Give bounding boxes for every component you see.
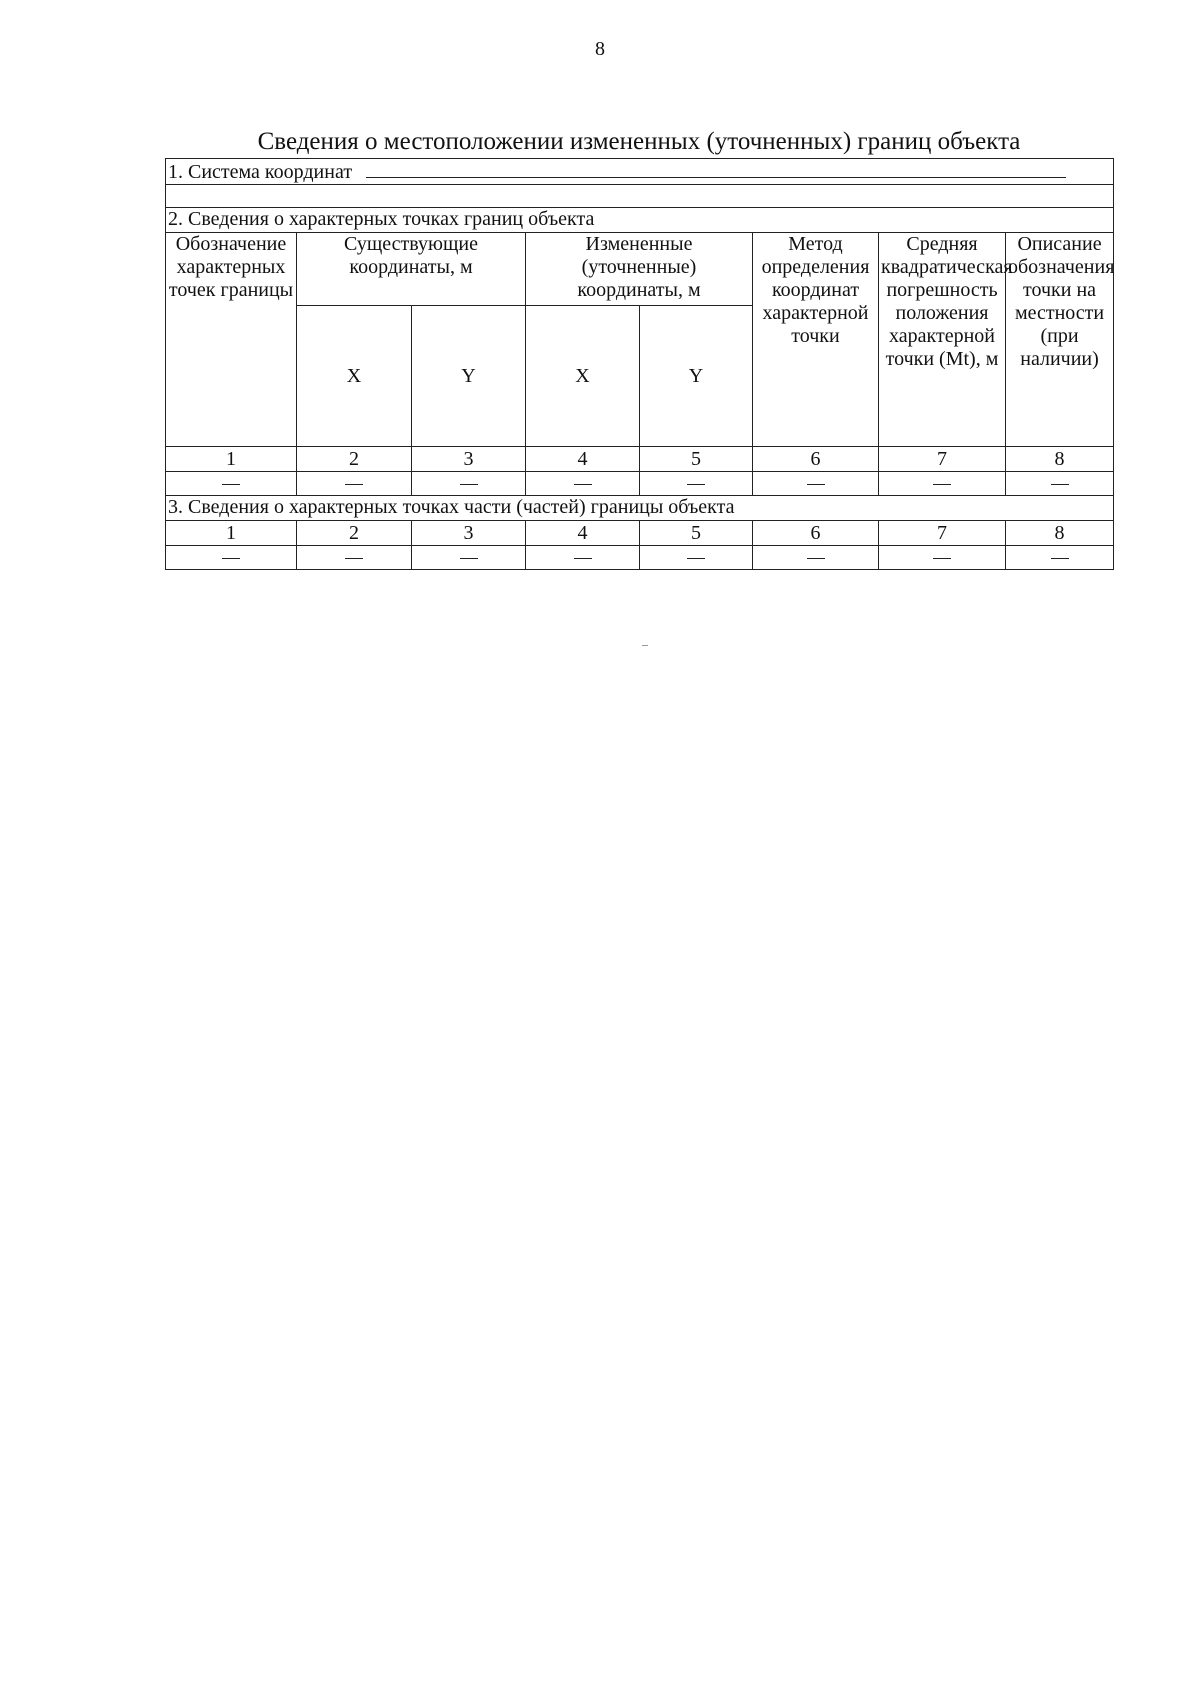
column-number: 4 xyxy=(526,521,640,546)
dash-mark xyxy=(807,484,825,485)
dash-mark xyxy=(687,558,705,559)
section2-data-row xyxy=(166,472,1114,496)
dash-mark xyxy=(574,484,592,485)
empty-value-cell[interactable] xyxy=(412,472,526,496)
column-number: 3 xyxy=(412,521,526,546)
header-existing-coordinates: Существующие координаты, м xyxy=(297,233,526,306)
column-number: 8 xyxy=(1006,447,1114,472)
document-title: Сведения о местоположении измененных (уточненных) границ объекта xyxy=(257,128,1021,155)
page-number: 8 xyxy=(595,38,605,60)
section3-data-row xyxy=(166,546,1114,570)
column-number: 3 xyxy=(412,447,526,472)
empty-value-cell[interactable] xyxy=(166,546,297,570)
dash-mark xyxy=(460,558,478,559)
empty-value-cell[interactable] xyxy=(753,546,879,570)
header-rmse: Средняя квадратическая погрешность положения характерной точки (Mt), м xyxy=(879,233,1006,447)
empty-value-cell[interactable] xyxy=(1006,546,1114,570)
header-existing-x: X xyxy=(297,306,412,447)
column-number: 4 xyxy=(526,447,640,472)
column-number: 1 xyxy=(166,447,297,472)
empty-value-cell[interactable] xyxy=(412,546,526,570)
empty-value-cell[interactable] xyxy=(526,546,640,570)
dash-mark xyxy=(222,484,240,485)
section-boundary-points-row xyxy=(166,208,1114,233)
section3-column-numbers-row xyxy=(166,521,1114,546)
column-number: 2 xyxy=(297,447,412,472)
coordinate-system-input-line[interactable] xyxy=(366,159,1066,178)
header-changed-x: X xyxy=(526,306,640,447)
empty-value-cell[interactable] xyxy=(297,472,412,496)
coordinate-system-label: 1. Система координат xyxy=(168,161,353,183)
empty-value-cell[interactable] xyxy=(753,472,879,496)
section2-column-numbers-row xyxy=(166,447,1114,472)
section-boundary-part-points-row xyxy=(166,496,1114,521)
column-number: 5 xyxy=(640,447,753,472)
dash-mark xyxy=(345,484,363,485)
dash-mark xyxy=(1051,484,1069,485)
column-number: 6 xyxy=(753,447,879,472)
dash-mark xyxy=(574,558,592,559)
column-number: 7 xyxy=(879,521,1006,546)
header-point-designation: Обозначение характерных точек границы xyxy=(166,233,297,447)
dash-mark xyxy=(345,558,363,559)
empty-value-cell[interactable] xyxy=(526,472,640,496)
header-existing-y: Y xyxy=(412,306,526,447)
section-boundary-part-points-label: 3. Сведения о характерных точках части (частей) границы объекта xyxy=(166,496,1114,521)
empty-value-cell[interactable] xyxy=(166,472,297,496)
header-changed-coordinates: Измененные (уточненные) координаты, м xyxy=(526,233,753,306)
column-number: 8 xyxy=(1006,521,1114,546)
header-changed-y: Y xyxy=(640,306,753,447)
coordinate-system-blank-row xyxy=(166,185,1114,208)
empty-value-cell[interactable] xyxy=(879,472,1006,496)
dash-mark xyxy=(807,558,825,559)
dash-mark xyxy=(1051,558,1069,559)
column-number: 5 xyxy=(640,521,753,546)
header-row-top xyxy=(166,233,1114,306)
dash-mark xyxy=(933,484,951,485)
column-number: 6 xyxy=(753,521,879,546)
dash-mark xyxy=(933,558,951,559)
section-coordinate-system-row xyxy=(166,159,1114,185)
coordinate-system-blank-cell[interactable] xyxy=(166,185,1114,208)
empty-value-cell[interactable] xyxy=(879,546,1006,570)
empty-value-cell[interactable] xyxy=(297,546,412,570)
header-description: Описание обозначения точки на местности (при наличии) xyxy=(1006,233,1114,447)
boundary-points-form xyxy=(165,158,1114,570)
empty-value-cell[interactable] xyxy=(640,472,753,496)
column-number: 1 xyxy=(166,521,297,546)
column-number: 2 xyxy=(297,521,412,546)
coordinate-system-cell xyxy=(166,159,1114,185)
scan-speck xyxy=(642,645,648,646)
section-boundary-points-label: 2. Сведения о характерных точках границ объекта xyxy=(166,208,1114,233)
header-method: Метод определения координат характерной точки xyxy=(753,233,879,447)
empty-value-cell[interactable] xyxy=(640,546,753,570)
dash-mark xyxy=(222,558,240,559)
dash-mark xyxy=(687,484,705,485)
column-number: 7 xyxy=(879,447,1006,472)
empty-value-cell[interactable] xyxy=(1006,472,1114,496)
dash-mark xyxy=(460,484,478,485)
